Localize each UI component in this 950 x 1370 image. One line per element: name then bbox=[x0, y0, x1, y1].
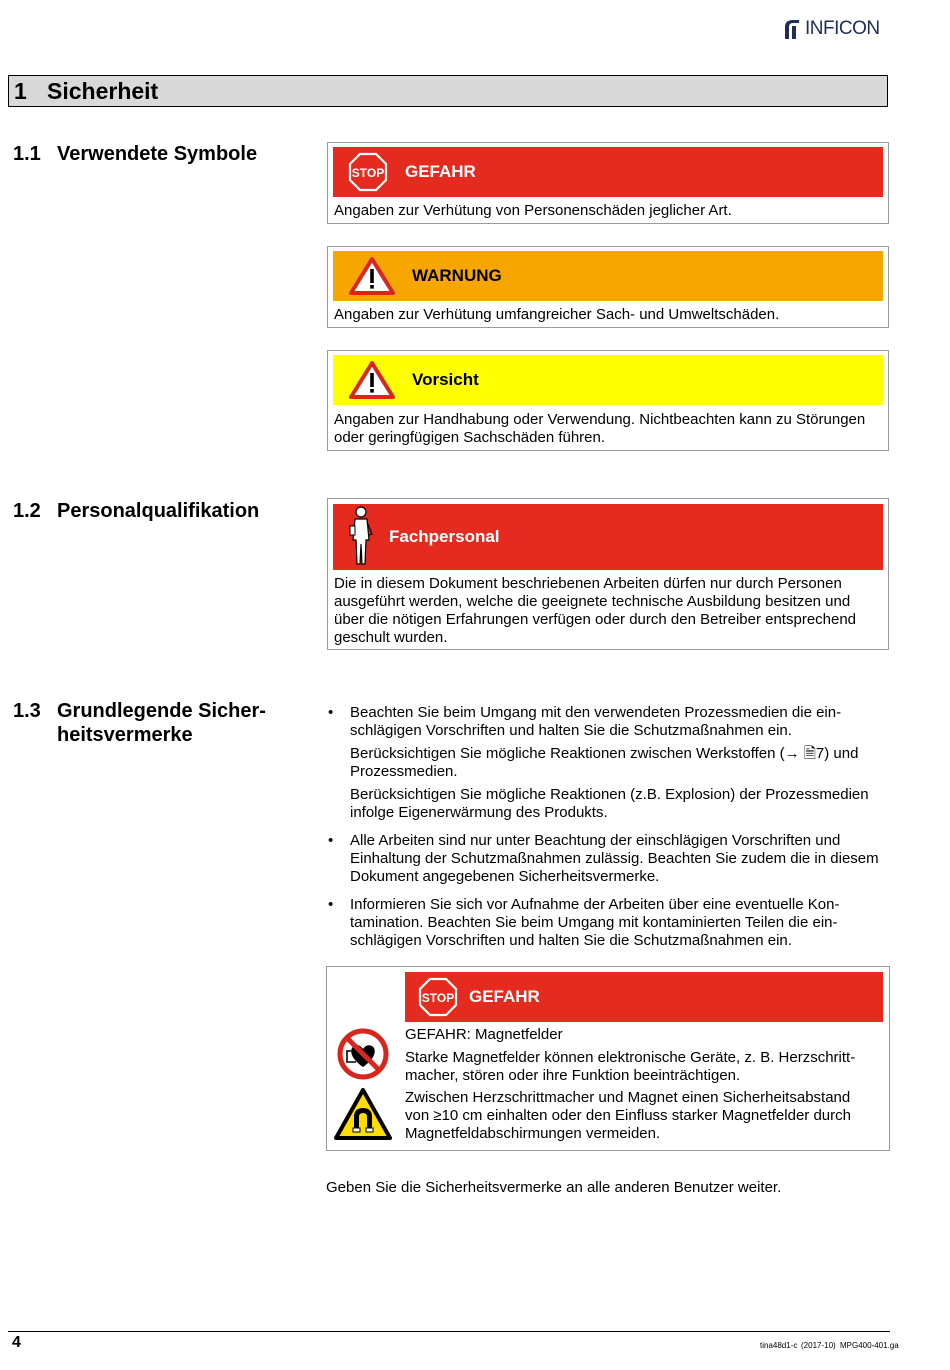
caution-banner bbox=[333, 355, 883, 405]
warning-description: Angaben zur Verhütung umfangreicher Sach- und Umweltschäden. bbox=[334, 306, 780, 323]
page-number: 4 bbox=[12, 1334, 21, 1351]
magnetic-field-warning-icon bbox=[333, 1087, 393, 1141]
caution-description bbox=[334, 411, 865, 447]
qualified-personnel-box bbox=[327, 498, 889, 650]
stop-icon bbox=[348, 152, 388, 192]
danger-label: GEFAHR bbox=[405, 162, 476, 181]
caution-line-2: oder geringfügigen Sachschäden führen. bbox=[334, 429, 606, 446]
section-title-line-2: heitsvermerke bbox=[57, 724, 193, 746]
personnel-line: über die nötigen Erfahrungen verfügen oder durch den Betreiber entsprechend bbox=[334, 611, 857, 628]
bullet-paragraph: Informieren Sie sich vor Aufnahme der Arbeiten über eine eventuelle Kon- tamination. Beachten Sie beim Umgang mit kontaminierten Teilen die ein- schlägigen Vorschriften und halten Sie die Schutzmaßnahmen ein. bbox=[350, 896, 840, 949]
section-number: 1.1 bbox=[13, 143, 41, 165]
footer-divider bbox=[8, 1331, 890, 1332]
section-heading-1-1 bbox=[13, 142, 257, 166]
bullet-dot: • bbox=[328, 896, 334, 913]
bullet-paragraph: Berücksichtigen Sie mögliche Reaktionen zwischen Werkstoffen (→ 🗎7) und Prozessmedien. bbox=[350, 745, 859, 780]
bullet-paragraph: Alle Arbeiten sind nur unter Beachtung der einschlägigen Vorschriften und Einhaltung der Schutzmaßnahmen zulässig. Beachten Sie zudem die in diesem Dokument angegebenen Sicherheitsvermerke. bbox=[350, 832, 879, 885]
section-title bbox=[57, 699, 266, 747]
footer-doc-id: tina48d1-c bbox=[760, 1341, 798, 1350]
danger-description: Angaben zur Verhütung von Personenschäden jeglicher Art. bbox=[334, 202, 732, 219]
safety-bullet-1 bbox=[328, 704, 890, 827]
section-number: 1.2 bbox=[13, 500, 41, 522]
caution-triangle-icon bbox=[349, 360, 395, 400]
magnet-danger-paragraph-1: Starke Magnetfelder können elektronische Geräte, z. B. Herzschritt- macher, stören oder ihre Funktion beeinträchtigen. bbox=[405, 1049, 856, 1084]
magnetic-field-danger-box bbox=[326, 966, 890, 1151]
bullet-paragraph: Berücksichtigen Sie mögliche Reaktionen (z.B. Explosion) der Prozessmedien infolge Eigenerwärmung des Produkts. bbox=[350, 786, 869, 821]
chapter-title: Sicherheit bbox=[47, 77, 159, 104]
danger-symbol-box bbox=[327, 142, 889, 224]
section-title: Personalqualifikation bbox=[57, 500, 260, 522]
caution-line-1: Angaben zur Handhabung oder Verwendung. Nichtbeachten kann zu Störungen bbox=[334, 411, 866, 428]
personnel-label: Fachpersonal bbox=[389, 527, 500, 546]
caution-symbol-box bbox=[327, 350, 889, 451]
personnel-line: geschult wurden. bbox=[334, 629, 448, 646]
safety-bullet-3 bbox=[328, 896, 890, 955]
footer-file: MPG400-401.ga bbox=[840, 1341, 899, 1350]
inficon-logo bbox=[782, 16, 880, 42]
safety-bullet-2 bbox=[328, 832, 895, 891]
closing-note: Geben Sie die Sicherheitsvermerke an alle anderen Benutzer weiter. bbox=[326, 1179, 782, 1196]
bullet-dot: • bbox=[328, 832, 334, 849]
section-title: Verwendete Symbole bbox=[57, 143, 258, 165]
personnel-banner bbox=[333, 504, 883, 570]
warning-symbol-box bbox=[327, 246, 889, 328]
danger-banner bbox=[333, 147, 883, 197]
personnel-description bbox=[334, 575, 856, 647]
chapter-number: 1 bbox=[14, 77, 27, 104]
magnet-danger-label: GEFAHR bbox=[469, 987, 540, 1006]
svg-text:STOP: STOP bbox=[421, 991, 455, 1005]
technician-icon bbox=[347, 504, 375, 568]
warning-triangle-icon bbox=[349, 256, 395, 296]
personnel-line: Die in diesem Dokument beschriebenen Arbeiten dürfen nur durch Personen bbox=[334, 575, 842, 592]
footer-date: (2017-10) bbox=[801, 1341, 836, 1350]
personnel-line: ausgeführt werden, welche die geeignete technische Ausbildung besitzen und bbox=[334, 593, 851, 610]
magnet-danger-title: GEFAHR: Magnetfelder bbox=[405, 1026, 563, 1043]
section-heading-1-3 bbox=[13, 699, 266, 747]
inficon-logo-icon bbox=[782, 17, 802, 41]
section-heading-1-2 bbox=[13, 499, 259, 523]
caution-label: Vorsicht bbox=[412, 370, 479, 389]
no-pacemaker-icon bbox=[336, 1027, 390, 1081]
logo-text: INFICON bbox=[805, 18, 880, 39]
bullet-paragraph: Beachten Sie beim Umgang mit den verwendeten Prozessmedien die ein- schlägigen Vorschriften und halten Sie die Schutzmaßnahmen ein. bbox=[350, 704, 842, 739]
bullet-dot: • bbox=[328, 704, 334, 721]
svg-text:STOP: STOP bbox=[351, 166, 385, 180]
magnet-danger-description bbox=[405, 1026, 885, 1143]
chapter-heading bbox=[8, 75, 888, 107]
section-number: 1.3 bbox=[13, 700, 41, 722]
magnet-danger-banner bbox=[405, 972, 883, 1022]
stop-icon bbox=[418, 977, 458, 1017]
section-title-line-1: Grundlegende Sicher- bbox=[57, 700, 266, 722]
warning-label: WARNUNG bbox=[412, 266, 502, 285]
magnet-danger-paragraph-2: Zwischen Herzschrittmacher und Magnet einen Sicherheitsabstand von ≥10 cm einhalten oder den Einfluss starker Magnetfelder durch Magnetfeldabschirmungen vermeiden. bbox=[405, 1089, 851, 1142]
warning-banner bbox=[333, 251, 883, 301]
